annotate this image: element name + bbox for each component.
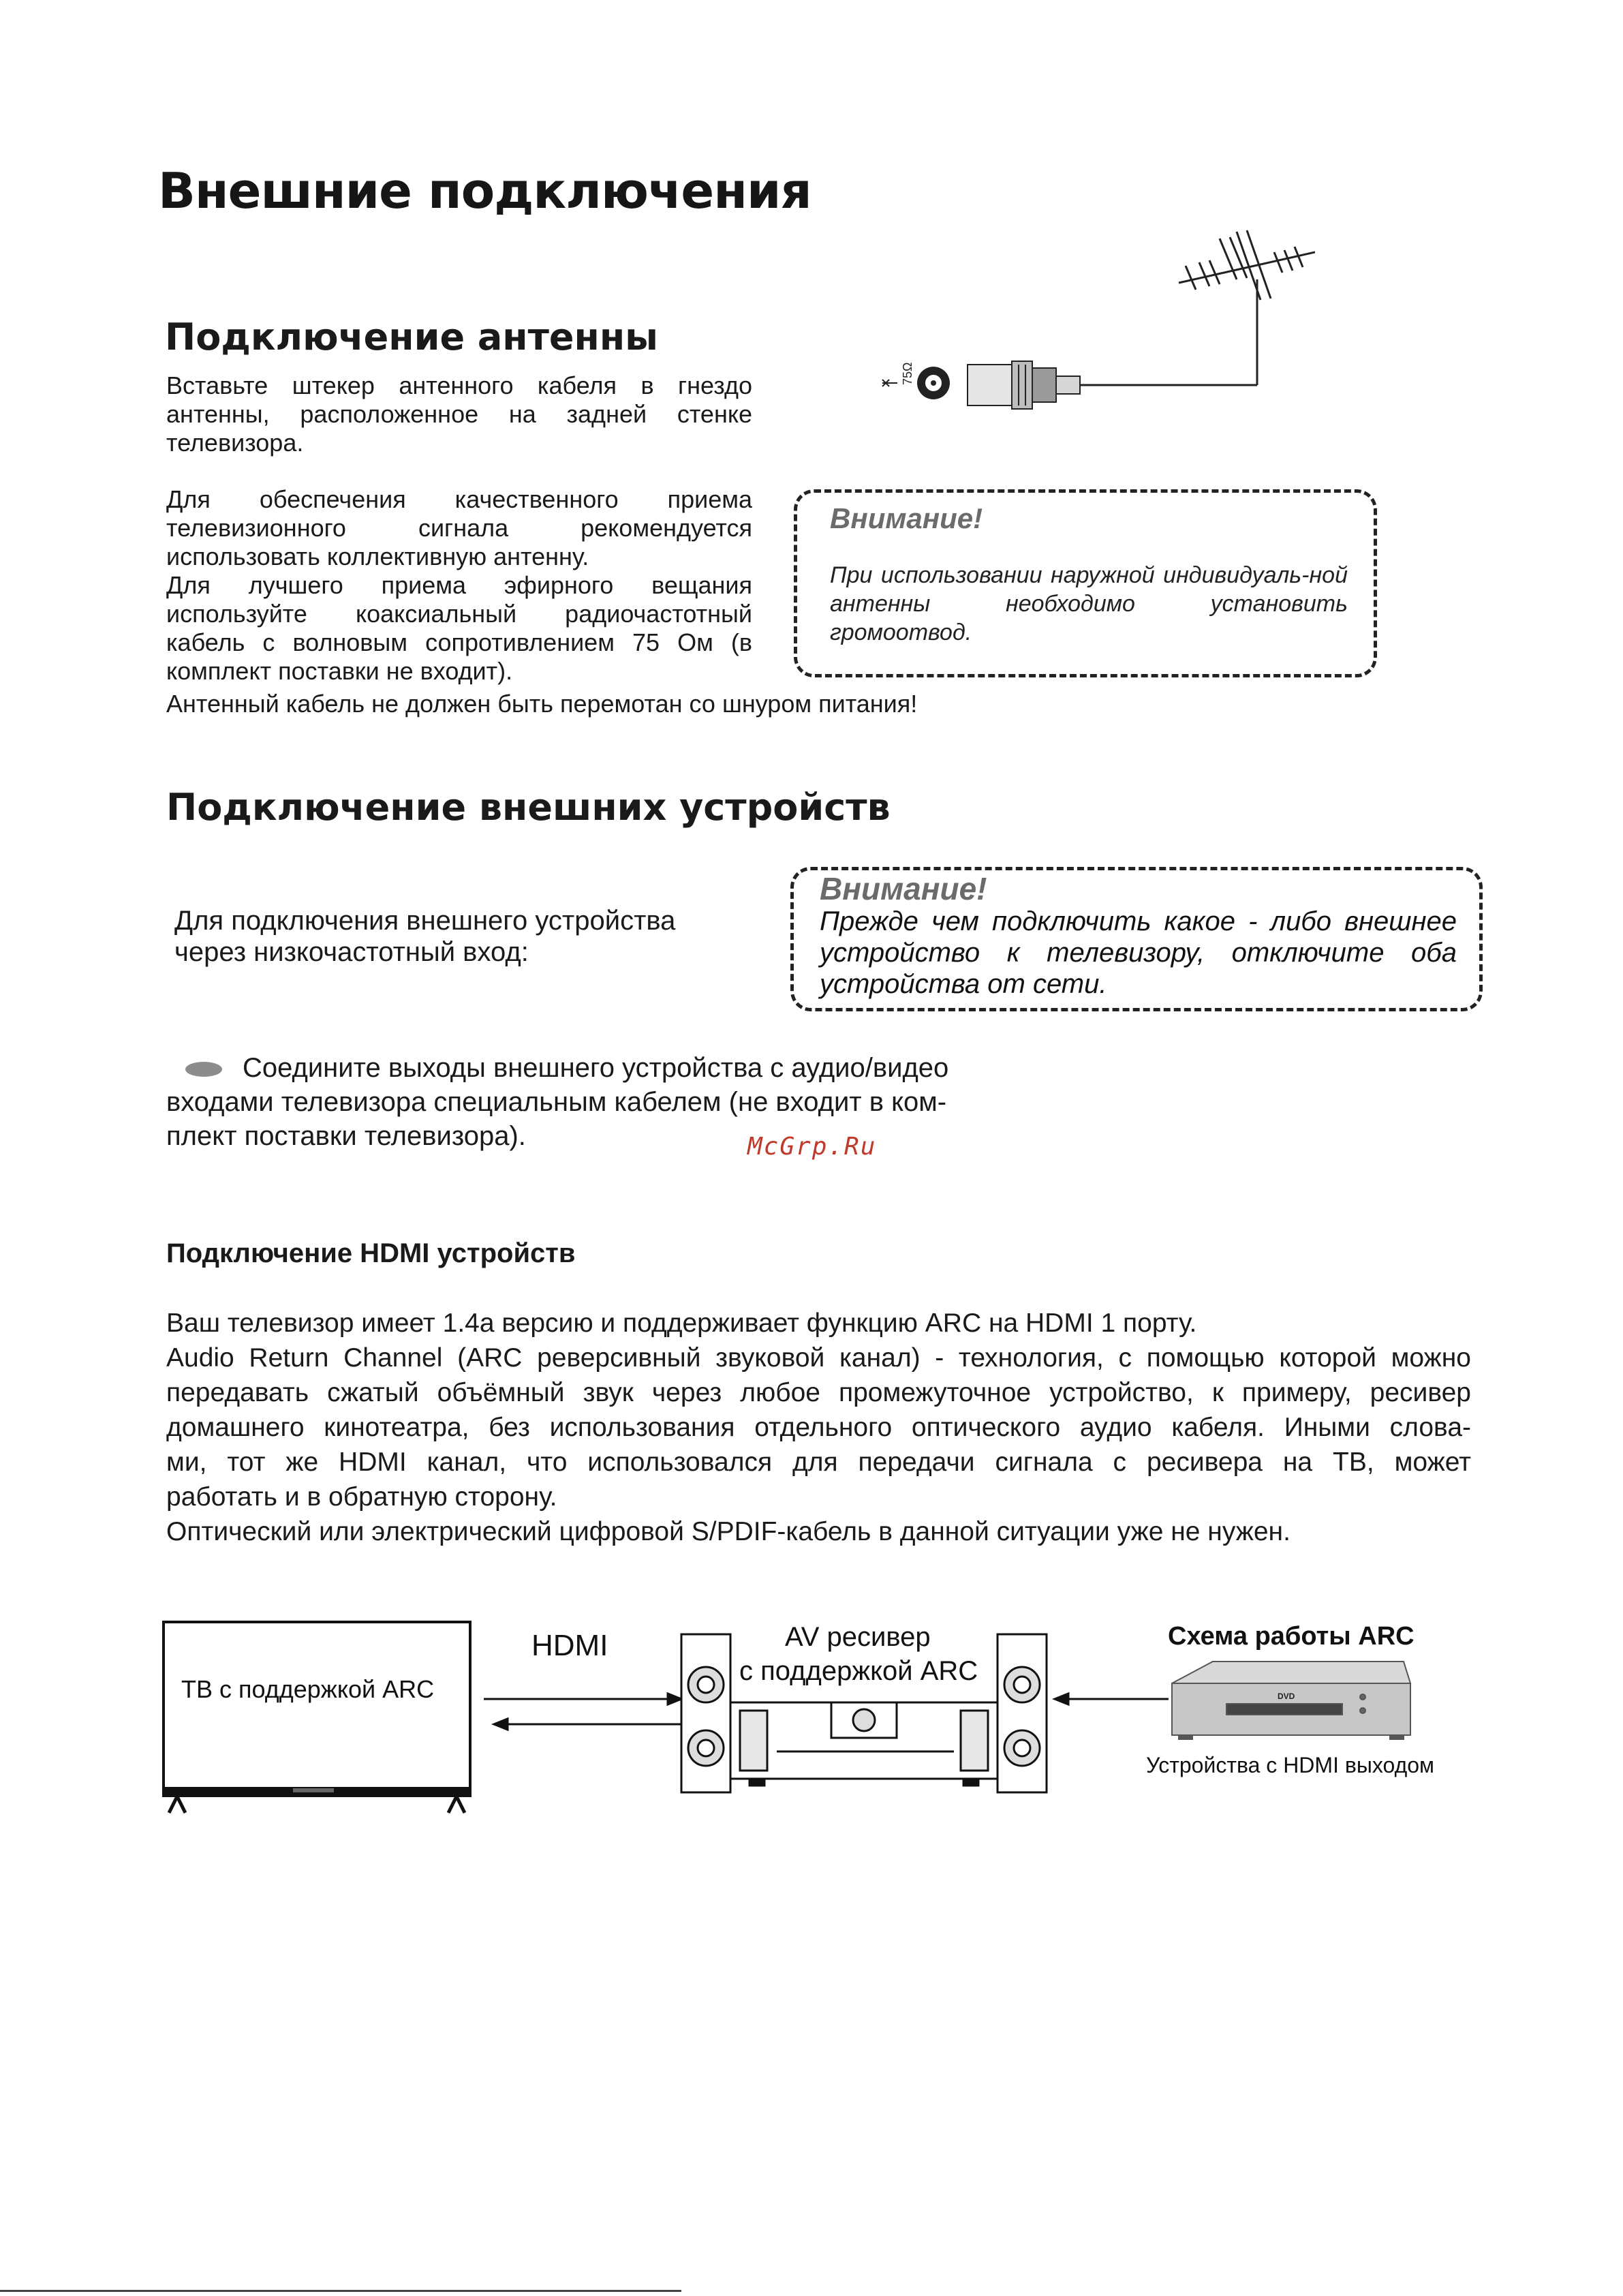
antenna-note-box <box>794 489 1377 677</box>
external-note-title: Внимание! <box>820 871 987 906</box>
hdmi-label: HDMI <box>531 1629 608 1662</box>
av-receiver-icon <box>730 1702 998 1786</box>
page-title: Внешние подключения <box>158 162 812 219</box>
antenna-para-3: Для лучшего приема эфирного вещания используйте коаксиальный радиочастотный кабель с волновым сопротивлением 75 Ом (в комплект поставки не входит). <box>166 571 752 685</box>
hdmi-line-1: Ваш телевизор имеет 1.4а версию и поддерживает функцию ARC на HDMI 1 порту. <box>166 1308 1197 1338</box>
bullet-line-1: Соедините выходы внешнего устройства с аудио/видео <box>243 1053 949 1083</box>
hdmi-line-7: Оптический или электрический цифровой S/PDIF-кабель в данной ситуации уже не нужен. <box>166 1517 1290 1546</box>
receiver-label-line-2: с поддержкой ARC <box>739 1656 978 1686</box>
socket-label: 75Ω <box>901 362 914 385</box>
receiver-label-line-1: AV ресивер <box>785 1622 931 1652</box>
hdmi-line-5: ми, тот же HDMI канал, что использовался для передачи сигнала с ресивера на ТВ, может <box>166 1448 1471 1477</box>
hdmi-line-6: работать и в обратную сторону. <box>166 1482 557 1512</box>
antenna-diagram <box>865 225 1315 416</box>
hdmi-line-2: Audio Return Channel (ARC реверсивный звуковой канал) - технология, с помощью которой можно <box>166 1343 1471 1373</box>
antenna-para-1: Вставьте штекер антенного кабеля в гнездо антенны, расположенное на задней стенке телевизора. <box>166 371 752 457</box>
antenna-icon <box>1077 230 1315 385</box>
antenna-socket-icon <box>882 367 950 399</box>
hdmi-paragraph <box>166 1306 1471 1549</box>
antenna-heading: Подключение антенны <box>165 316 658 358</box>
tv-label: ТВ с поддержкой ARC <box>181 1675 435 1703</box>
scheme-title: Схема работы ARC <box>1168 1622 1415 1651</box>
external-heading: Подключение внешних устройств <box>166 786 891 829</box>
source-label: Устройства с HDMI выходом <box>1146 1753 1435 1777</box>
bottom-rule <box>0 2290 681 2292</box>
external-intro-line-1: Для подключения внешнего устройства <box>174 906 676 936</box>
bullet-line-2: входами телевизора специальным кабелем (не входит в ком- <box>166 1087 947 1117</box>
hdmi-arrows <box>484 1694 681 1730</box>
bullet-line-3: плект поставки телевизора). <box>166 1121 526 1151</box>
watermark: McGrp.Ru <box>747 1133 877 1161</box>
antenna-note-text: При использовании наружной индивидуаль-ной антенны необходимо установить громоотвод. <box>830 562 1348 645</box>
antenna-plug-icon <box>968 361 1080 409</box>
hdmi-line-3: передавать сжатый объёмный звук через любое промежуточное устройство, к примеру, ресивер <box>166 1378 1471 1407</box>
right-speaker-icon <box>998 1634 1047 1792</box>
antenna-note-title: Внимание! <box>830 502 983 534</box>
hdmi-heading: Подключение HDMI устройств <box>166 1238 576 1268</box>
antenna-para-2: Для обеспечения качественного приема телевизионного сигнала рекомендуется использовать коллективную антенну. <box>166 485 752 570</box>
tv-icon <box>164 1622 470 1813</box>
hdmi-line-4: домашнего кинотеатра, без использования отдельного оптического аудио кабеля. Иными слова- <box>166 1413 1471 1442</box>
external-intro-line-2: через низкочастотный вход: <box>174 937 529 967</box>
bullet-icon <box>185 1062 222 1077</box>
antenna-warning-line: Антенный кабель не должен быть перемотан со шнуром питания! <box>166 690 918 718</box>
left-speaker-icon <box>681 1634 730 1792</box>
dvd-label: DVD <box>1278 1692 1295 1701</box>
external-note-text: Прежде чем подключить какое - либо внешнее устройство к телевизору, отключите оба устройства от сети. <box>820 906 1457 999</box>
source-arrow <box>1055 1694 1169 1704</box>
external-note-box <box>790 867 1483 1011</box>
